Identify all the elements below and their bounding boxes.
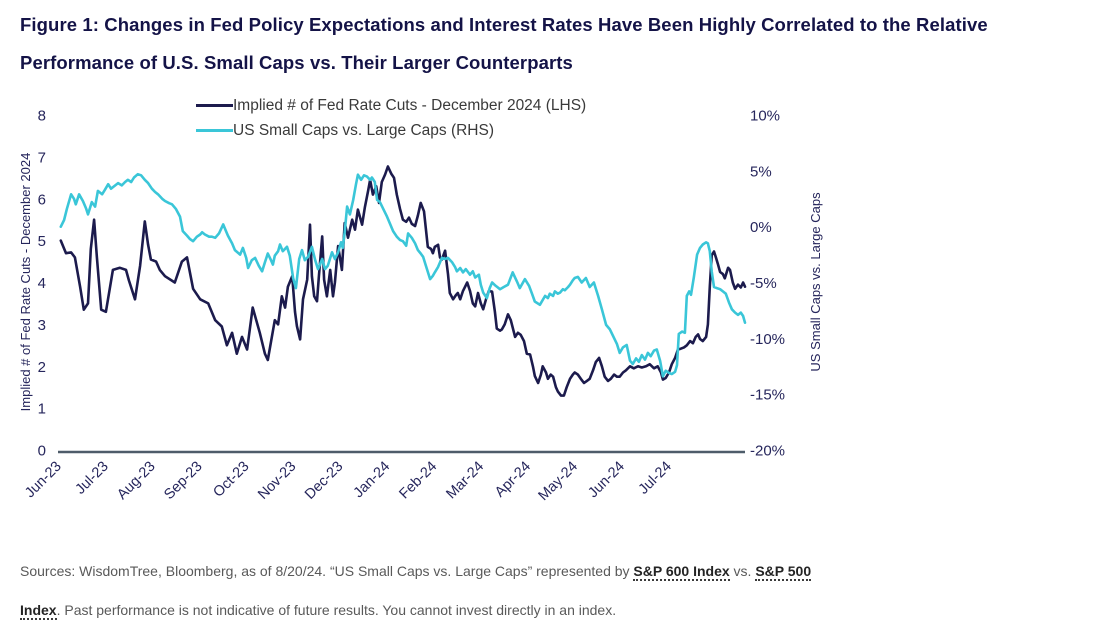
right-tick-label: 10%: [750, 107, 781, 125]
x-tick-label: Apr-24: [491, 458, 535, 501]
x-tick-label: May-24: [535, 458, 582, 505]
right-tick-label: -15%: [750, 386, 786, 404]
x-axis-ticks: [22, 459, 675, 505]
index-term-link[interactable]: Index: [20, 602, 57, 618]
chart-series: [61, 167, 745, 396]
small-caps-line-swatch-icon: [196, 129, 233, 132]
left-axis-ticks: [38, 108, 46, 460]
x-tick-label: Mar-24: [443, 458, 488, 503]
left-tick-label: 7: [37, 149, 46, 167]
legend-label-fed-cuts: Implied # of Fed Rate Cuts - December 2024 (LHS): [233, 96, 587, 114]
index-term-link[interactable]: S&P 500: [755, 563, 812, 579]
right-axis-ticks: [750, 108, 785, 460]
right-tick-label: -5%: [750, 275, 777, 292]
x-tick-label: Jul-23: [72, 458, 112, 498]
x-tick-label: Nov-23: [255, 458, 300, 503]
x-tick-label: Oct-23: [210, 458, 253, 501]
right-tick-label: -20%: [750, 442, 786, 460]
left-tick-label: 6: [37, 191, 46, 209]
legend-item-small-caps: [196, 118, 586, 143]
fed-cuts-line-swatch-icon: [196, 104, 233, 107]
left-tick-label: 4: [37, 275, 46, 292]
source-note: [20, 552, 811, 621]
source-line-2: [20, 591, 811, 621]
x-tick-label: Jan-24: [350, 458, 394, 502]
source-text: . Past performance is not indicative of future results. You cannot invest directly in an index.: [56, 602, 617, 618]
x-tick-label: Jun-23: [22, 458, 65, 502]
right-tick-label: -10%: [750, 330, 786, 348]
source-line-1: [20, 552, 811, 591]
right-tick-label: 0%: [750, 219, 772, 237]
source-text: Sources: WisdomTree, Bloomberg, as of 8/20/24. “US Small Caps vs. Large Caps” represented by: [20, 563, 634, 579]
page-title-line2: Performance of U.S. Small Caps vs. Their Larger Counterparts: [20, 52, 573, 73]
source-text: vs.: [729, 563, 756, 579]
page-title: [20, 6, 988, 82]
legend-item-fed-cuts: [196, 93, 586, 118]
right-axis-title: US Small Caps vs. Large Caps: [808, 192, 823, 372]
chart-legend: [196, 93, 586, 143]
left-axis-title: Implied # of Fed Rate Cuts - December 2024: [18, 152, 33, 412]
x-tick-label: Feb-24: [396, 458, 441, 503]
left-tick-label: 0: [37, 442, 46, 460]
x-tick-label: Dec-23: [302, 458, 347, 503]
x-tick-label: Jun-24: [585, 458, 628, 502]
legend-label-small-caps: US Small Caps vs. Large Caps (RHS): [233, 121, 494, 139]
left-tick-label: 5: [37, 233, 46, 251]
x-tick-label: Sep-23: [161, 458, 206, 503]
x-tick-label: Jul-24: [635, 458, 675, 498]
left-tick-label: 3: [37, 316, 46, 334]
index-term-link[interactable]: S&P 600 Index: [633, 563, 730, 579]
x-tick-label: Aug-23: [114, 458, 159, 503]
right-tick-label: 5%: [750, 163, 772, 181]
left-tick-label: 2: [37, 358, 46, 376]
page-title-line1: Figure 1: Changes in Fed Policy Expectations and Interest Rates Have Been Highly Correlated to the Relative: [20, 14, 988, 35]
left-tick-label: 1: [37, 400, 46, 418]
left-tick-label: 8: [37, 107, 46, 125]
